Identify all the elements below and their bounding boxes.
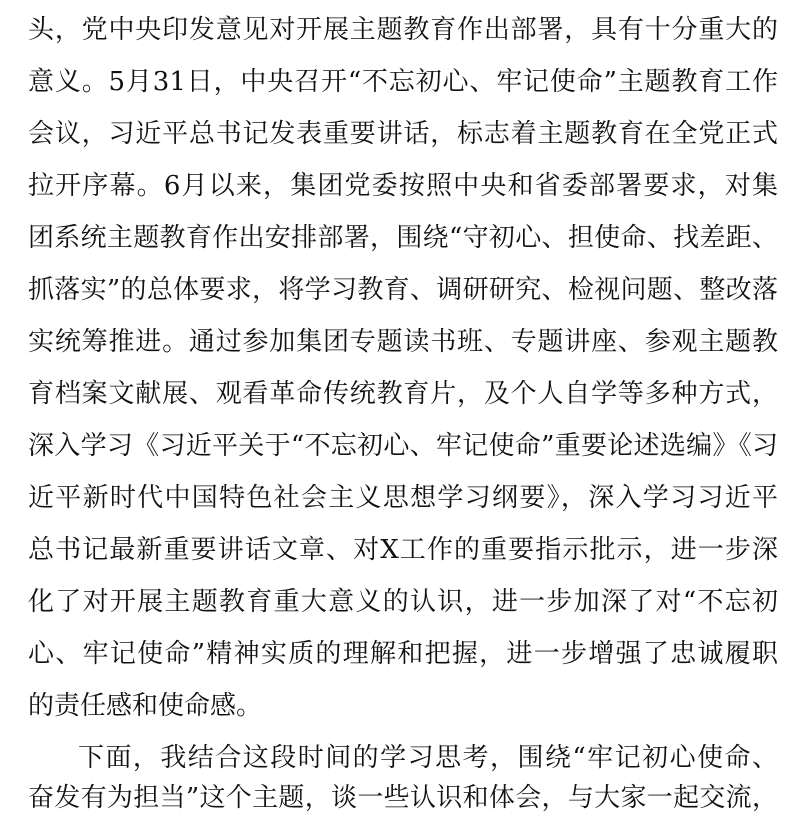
paragraph-1-line-9: 深入学习《习近平关于“不忘初心、牢记使命”重要论述选编》《习 [28,431,778,461]
paragraph-1-line-11: 总书记最新重要讲话文章、对X工作的重要指示批示，进一步深 [28,535,778,565]
paragraph-1-line-4: 拉开序幕。6月以来，集团党委按照中央和省委部署要求，对集 [28,171,778,201]
paragraph-1-line-3: 会议，习近平总书记发表重要讲话，标志着主题教育在全党正式 [28,119,778,149]
paragraph-1-line-12: 化了对开展主题教育重大意义的认识，进一步加深了对“不忘初 [28,587,778,617]
paragraph-1-line-5: 团系统主题教育作出安排部署，围绕“守初心、担使命、找差距、 [28,223,778,253]
paragraph-1-line-8: 育档案文献展、观看革命传统教育片，及个人自学等多种方式， [28,379,778,409]
paragraph-2-line-1: 下面，我结合这段时间的学习思考，围绕“牢记初心使命、 [78,743,778,773]
paragraph-1-line-13: 心、牢记使命”精神实质的理解和把握，进一步增强了忠诚履职 [28,639,778,669]
paragraph-2-line-2: 奋发有为担当”这个主题，谈一些认识和体会，与大家一起交流， [28,783,778,813]
paragraph-1-line-14: 的责任感和使命感。 [28,691,263,721]
paragraph-1-line-6: 抓落实”的总体要求，将学习教育、调研研究、检视问题、整改落 [28,275,778,305]
paragraph-1-line-1: 头，党中央印发意见对开展主题教育作出部署，具有十分重大的 [28,15,778,45]
paragraph-1-line-10: 近平新时代中国特色社会主义思想学习纲要》，深入学习习近平 [28,483,778,513]
paragraph-1-line-2: 意义。5月31日，中央召开“不忘初心、牢记使命”主题教育工作 [28,67,778,97]
paragraph-1-line-7: 实统筹推进。通过参加集团专题读书班、专题讲座、参观主题教 [28,327,778,357]
